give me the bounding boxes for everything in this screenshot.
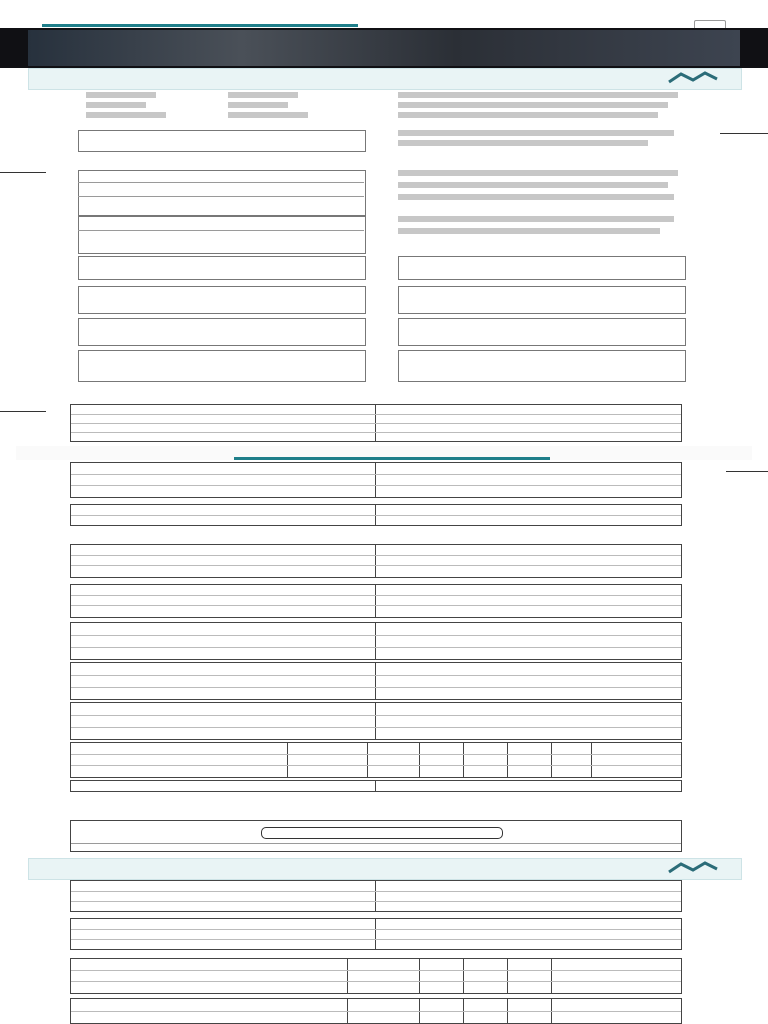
spec-column-right xyxy=(398,90,688,390)
margin-mark xyxy=(726,471,768,472)
spec-table xyxy=(70,544,682,578)
section-heading xyxy=(16,446,752,460)
diagram-band xyxy=(70,820,682,852)
margin-mark xyxy=(0,172,46,173)
ad-banner[interactable] xyxy=(28,68,742,90)
spec-table xyxy=(70,880,682,912)
spec-table xyxy=(70,504,682,526)
spec-column-left xyxy=(78,90,368,390)
margin-mark xyxy=(720,133,768,134)
data-table xyxy=(70,742,682,778)
spec-table xyxy=(70,622,682,660)
hero-caption xyxy=(60,36,710,58)
spec-table xyxy=(70,584,682,618)
banner-logo-icon xyxy=(667,71,719,85)
margin-mark xyxy=(0,411,46,412)
ad-banner-text xyxy=(57,70,597,86)
spec-table xyxy=(70,702,682,740)
data-table xyxy=(70,958,682,994)
spec-table xyxy=(70,662,682,700)
banner-logo-icon xyxy=(667,861,719,875)
title-accent-bar xyxy=(42,24,358,27)
data-table xyxy=(70,780,682,792)
hero-banner xyxy=(0,28,768,68)
spec-table xyxy=(70,462,682,498)
ad-banner-text xyxy=(57,860,597,876)
spec-table xyxy=(70,918,682,950)
data-table xyxy=(70,998,682,1024)
ad-banner[interactable] xyxy=(28,858,742,880)
spec-table xyxy=(70,404,682,442)
section-accent-bar xyxy=(234,457,550,460)
